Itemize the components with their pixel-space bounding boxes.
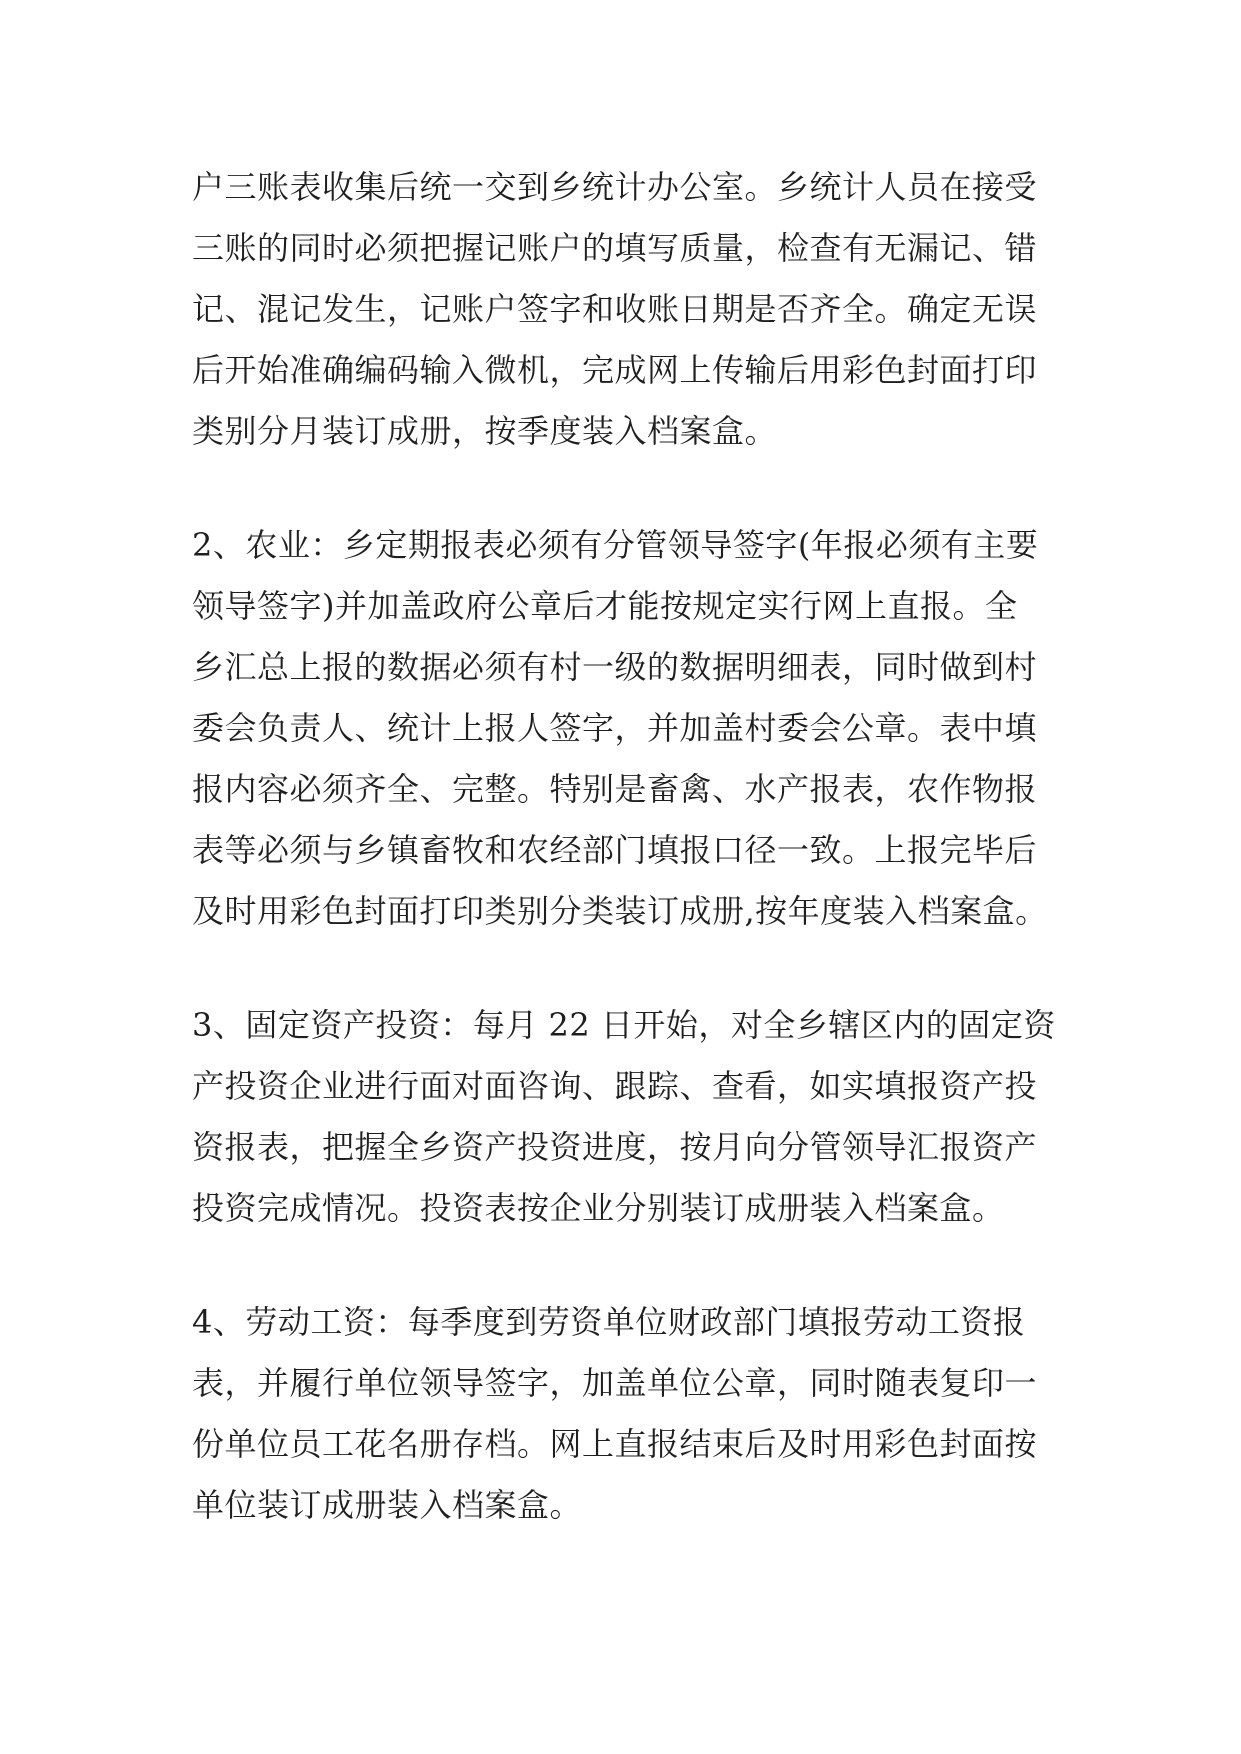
text-line: 后开始准确编码输入微机，完成网上传输后用彩色封面打印 [192, 351, 1038, 389]
text-line: 3、固定资产投资：每月 22 日开始，对全乡辖区内的固定资 [192, 1006, 1056, 1044]
text-line: 单位装订成册装入档案盒。 [192, 1486, 583, 1524]
text-line: 2、农业：乡定期报表必须有分管领导签字(年报必须有主要 [192, 526, 1039, 564]
paragraph-labor-wages [192, 1292, 1072, 1536]
text-line: 投资完成情况。投资表按企业分别装订成册装入档案盒。 [192, 1189, 1005, 1227]
text-line: 份单位员工花名册存档。网上直报结束后及时用彩色封面按 [192, 1425, 1038, 1463]
text-line: 及时用彩色封面打印类别分类装订成册,按年度装入档案盒。 [192, 892, 1048, 930]
text-line: 表，并履行单位领导签字，加盖单位公章，同时随表复印一 [192, 1364, 1038, 1402]
text-line: 户三账表收集后统一交到乡统计办公室。乡统计人员在接受 [192, 168, 1038, 206]
text-line: 记、混记发生，记账户签字和收账日期是否齐全。确定无误 [192, 290, 1038, 328]
text-line: 乡汇总上报的数据必须有村一级的数据明细表，同时做到村 [192, 648, 1038, 686]
paragraph-household-accounts [192, 157, 1072, 462]
text-line: 报内容必须齐全、完整。特别是畜禽、水产报表，农作物报 [192, 770, 1038, 808]
text-line: 产投资企业进行面对面咨询、跟踪、查看，如实填报资产投 [192, 1067, 1038, 1105]
text-line: 委会负责人、统计上报人签字，并加盖村委会公章。表中填 [192, 709, 1038, 747]
text-line: 领导签字)并加盖政府公章后才能按规定实行网上直报。全 [192, 587, 1018, 625]
text-line: 类别分月装订成册，按季度装入档案盒。 [192, 412, 778, 450]
paragraph-fixed-asset-investment [192, 995, 1072, 1239]
text-line: 资报表，把握全乡资产投资进度，按月向分管领导汇报资产 [192, 1128, 1038, 1166]
paragraph-agriculture [192, 515, 1072, 942]
text-line: 表等必须与乡镇畜牧和农经部门填报口径一致。上报完毕后 [192, 831, 1038, 869]
text-line: 4、劳动工资：每季度到劳资单位财政部门填报劳动工资报 [192, 1303, 1026, 1341]
document-body [192, 157, 1072, 1589]
text-line: 三账的同时必须把握记账户的填写质量，检查有无漏记、错 [192, 229, 1038, 267]
